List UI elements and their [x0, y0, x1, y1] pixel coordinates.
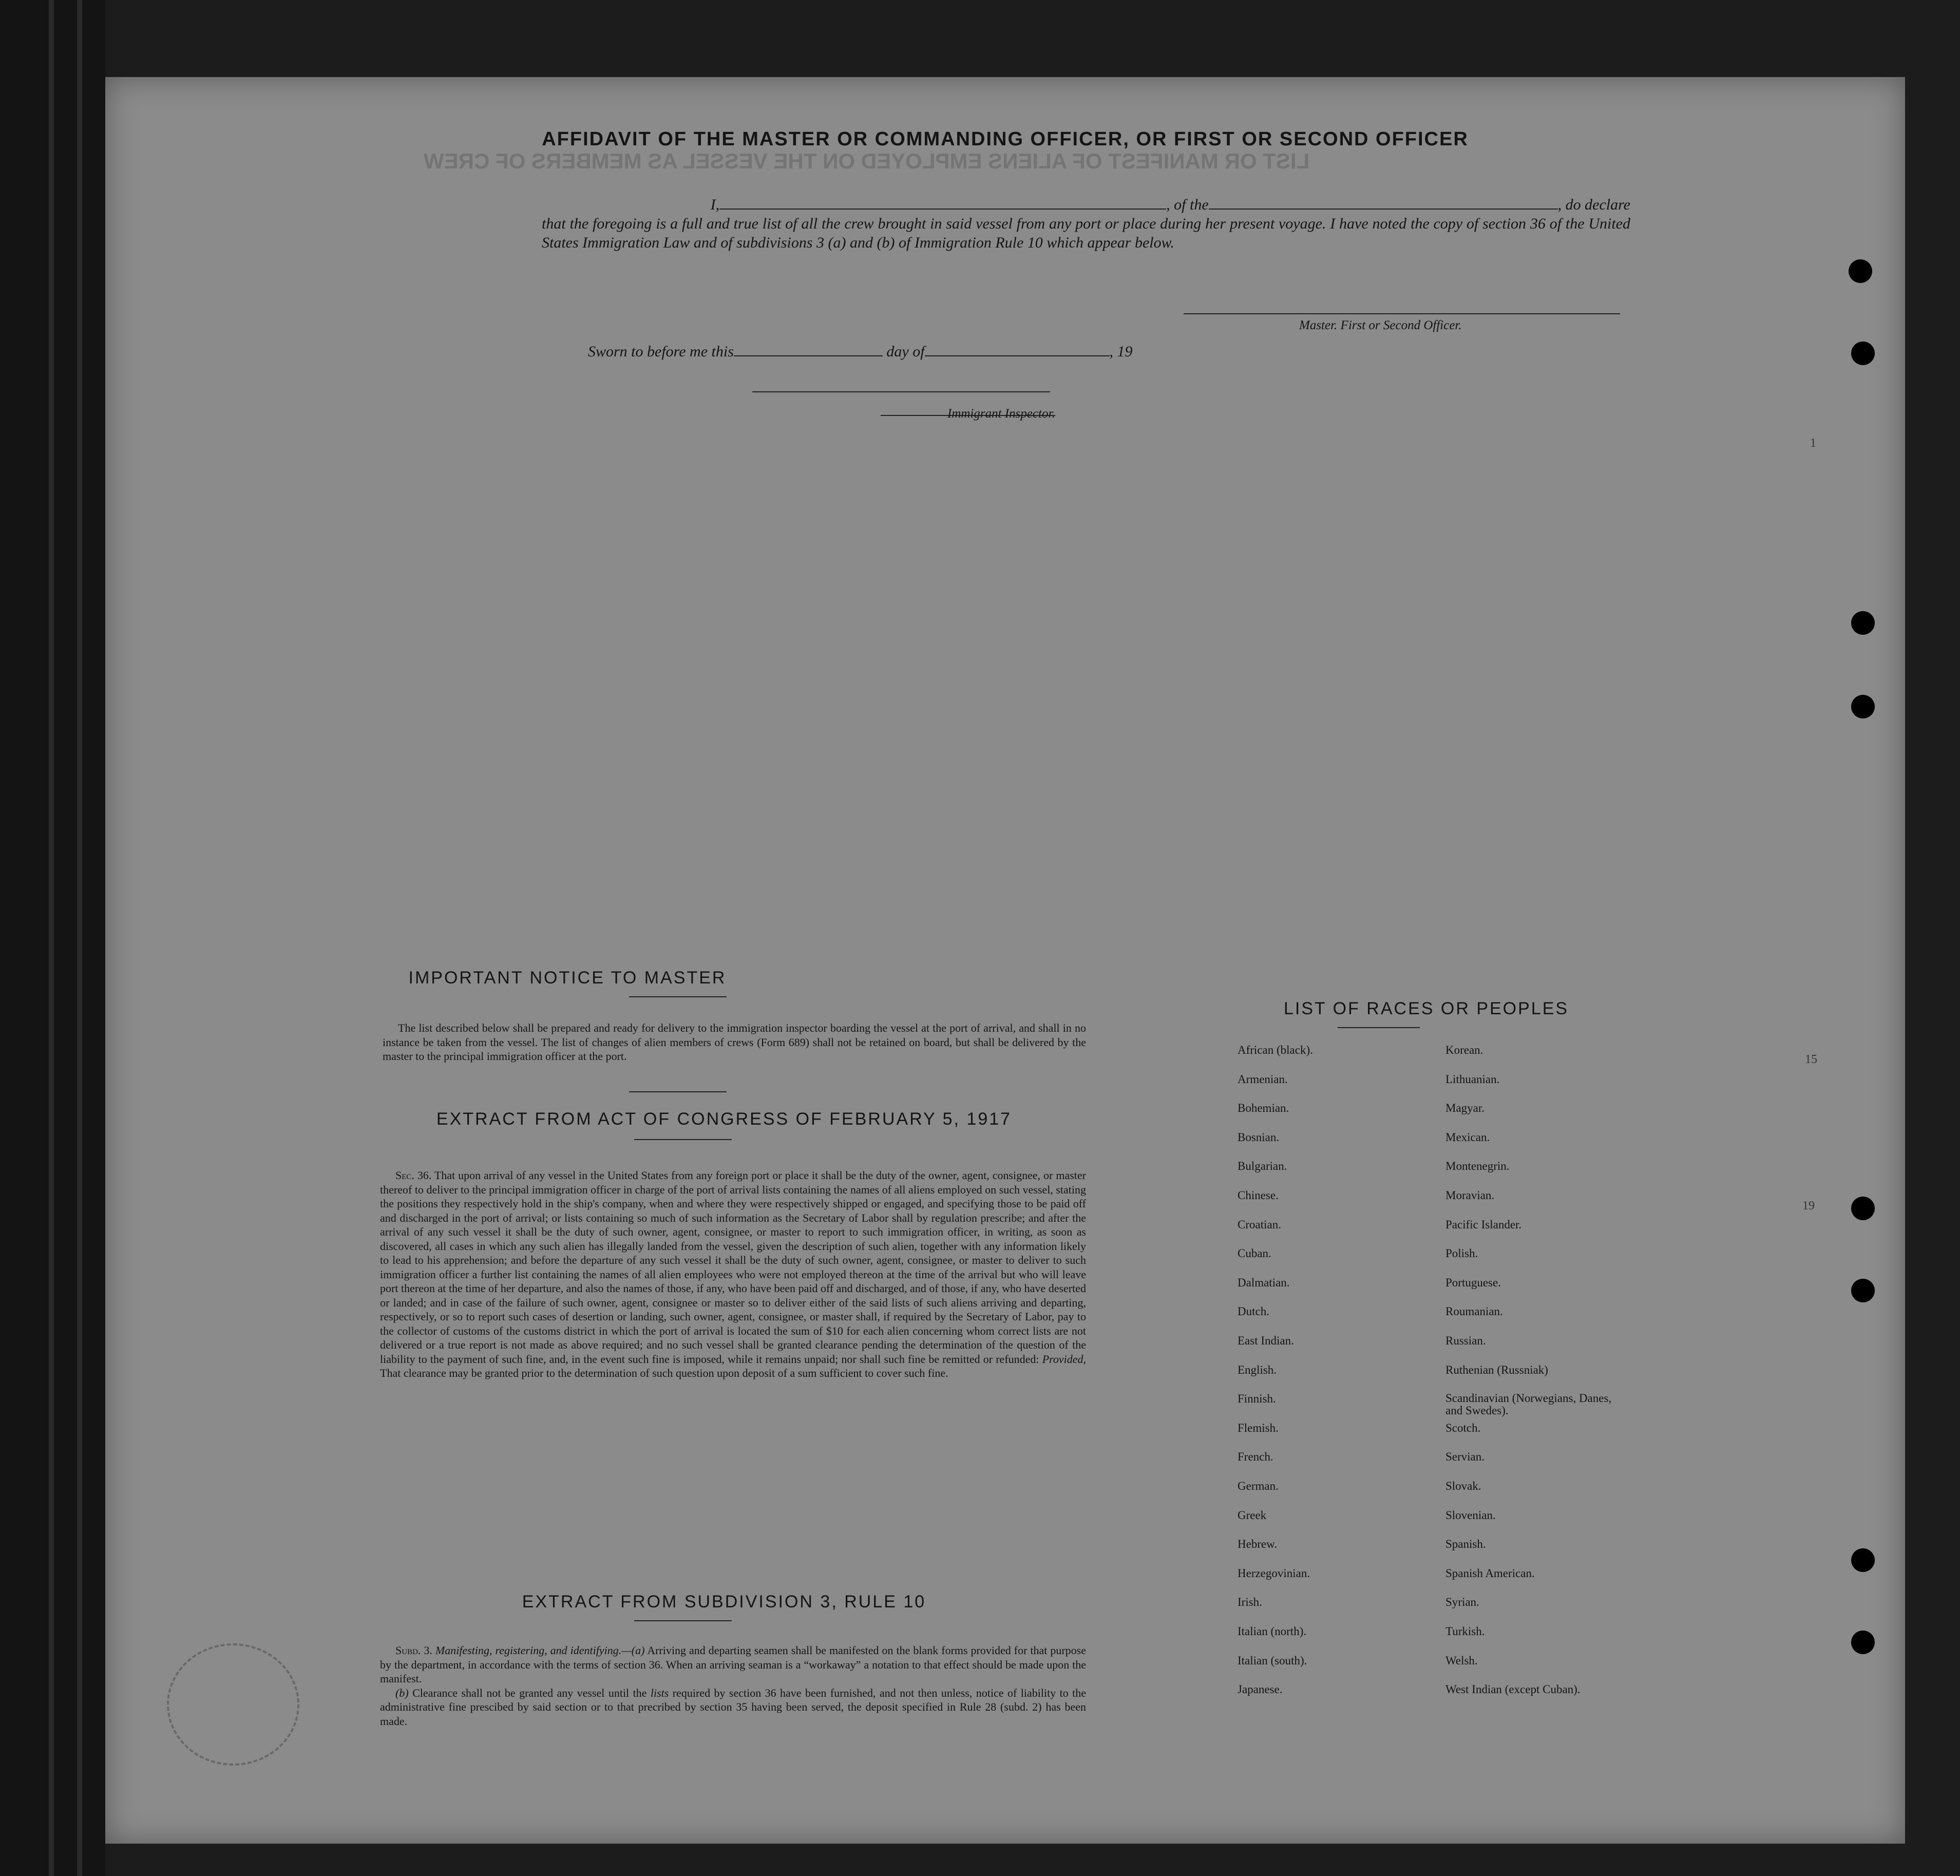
- sworn-year: , 19: [1109, 343, 1133, 360]
- notice-rule-bottom: [629, 1091, 727, 1092]
- race-item: Greek: [1238, 1508, 1267, 1522]
- race-item: West Indian (except Cuban).: [1445, 1683, 1581, 1696]
- race-item: Bosnian.: [1238, 1130, 1280, 1144]
- notice-title: IMPORTANT NOTICE TO MASTER: [408, 968, 727, 988]
- affidavit-line1-end: , do declare: [1557, 196, 1630, 213]
- vessel-blank: [1209, 209, 1558, 210]
- race-item: Italian (south).: [1238, 1654, 1307, 1667]
- section-label: Sec. 36.: [395, 1169, 432, 1182]
- subd-b-label: (b): [395, 1686, 409, 1699]
- manifest-page: [105, 77, 1905, 1844]
- notice-text: The list described below shall be prepared and ready for delivery to the immigration inspector boarding the vessel at the port of arrival, and shall in no instance be taken from the vessel. The list of changes of alien members of crews (Form 689) shall not be retained on board, but shall be delivered by the master to the principal immigration officer at the port.: [383, 1021, 1086, 1063]
- seal-stamp: [167, 1643, 299, 1766]
- extract-act-rule: [634, 1139, 732, 1140]
- race-item: African (black).: [1238, 1044, 1313, 1056]
- subd-b-text-2: required by section 36 have been furnished, and not then unless, notice of liability to the administrative fine prescibed by said section or to that precribed by section 35 having been served, the deposit specified in Rule 28 (subd. 2) has been made.: [380, 1686, 1087, 1728]
- race-item: Armenian.: [1238, 1072, 1288, 1086]
- race-item: Croatian.: [1238, 1218, 1281, 1231]
- notice-rule: [629, 996, 727, 997]
- race-item: Slovak.: [1445, 1480, 1481, 1492]
- race-item: Magyar.: [1445, 1102, 1485, 1115]
- subd-label: Subd. 3.: [395, 1644, 432, 1657]
- race-item: Dutch.: [1238, 1305, 1269, 1318]
- extract-rule-rule: [634, 1620, 732, 1621]
- punch-hole: [1851, 1197, 1875, 1220]
- affidavit-body: [542, 195, 1630, 252]
- race-item: Hebrew.: [1238, 1538, 1278, 1551]
- race-item: Lithuanian.: [1445, 1072, 1500, 1086]
- subd-b-lists: lists: [650, 1686, 669, 1699]
- punch-hole: [1851, 1279, 1875, 1302]
- extract-rule-body: [380, 1643, 1086, 1728]
- extract-act-body: [380, 1168, 1086, 1380]
- sworn-line: [588, 343, 1133, 361]
- subd-heading: Manifesting, registering, and identifying.—(a): [435, 1644, 645, 1657]
- binding-edge: [0, 0, 105, 1876]
- race-item: East Indian.: [1238, 1334, 1294, 1347]
- sworn-day-label: day of: [886, 343, 925, 360]
- affidavit-title: AFFIDAVIT OF THE MASTER OR COMMANDING OFFICER, OR FIRST OR SECOND OFFICER: [542, 128, 1469, 150]
- race-item: Roumanian.: [1445, 1305, 1503, 1318]
- race-item: Turkish.: [1445, 1625, 1485, 1638]
- race-item: Syrian.: [1445, 1596, 1479, 1609]
- race-item: French.: [1238, 1450, 1273, 1464]
- punch-hole: [1851, 1631, 1875, 1654]
- notice-body: [383, 1021, 1086, 1064]
- provided-label: Provided,: [1042, 1352, 1087, 1366]
- subd-b-text-1: Clearance shall not be granted any vessel until the: [412, 1686, 647, 1699]
- race-item: Scotch.: [1445, 1421, 1481, 1434]
- punch-hole: [1851, 611, 1875, 635]
- race-item: Herzegovinian.: [1238, 1566, 1310, 1580]
- punch-hole: [1849, 259, 1872, 283]
- race-item: Bulgarian.: [1238, 1160, 1287, 1173]
- race-item: English.: [1238, 1363, 1277, 1376]
- race-item: Spanish.: [1445, 1538, 1486, 1551]
- extract-act-title: EXTRACT FROM ACT OF CONGRESS OF FEBRUARY 5, 1917: [436, 1109, 1012, 1129]
- race-item: Spanish American.: [1445, 1566, 1535, 1580]
- race-item: Servian.: [1445, 1450, 1485, 1464]
- margin-number: 1: [1810, 437, 1816, 450]
- race-item: German.: [1238, 1480, 1279, 1492]
- race-item: Korean.: [1445, 1044, 1483, 1056]
- race-item: Finnish.: [1238, 1392, 1276, 1406]
- affidavit-line1-start: I,: [710, 196, 720, 213]
- race-item: Mexican.: [1445, 1130, 1490, 1144]
- name-blank: [719, 209, 1166, 210]
- race-item: Slovenian.: [1445, 1508, 1496, 1522]
- race-item: Russian.: [1445, 1334, 1486, 1347]
- race-item: Portuguese.: [1445, 1276, 1501, 1289]
- race-item: Dalmatian.: [1238, 1276, 1290, 1289]
- race-item: Japanese.: [1238, 1683, 1283, 1696]
- race-item: Chinese.: [1238, 1189, 1279, 1202]
- races-rule: [1338, 1027, 1420, 1028]
- punch-hole: [1851, 1548, 1875, 1572]
- race-item: Flemish.: [1238, 1421, 1279, 1434]
- race-item: Moravian.: [1445, 1189, 1495, 1202]
- races-title: LIST OF RACES OR PEOPLES: [1284, 999, 1569, 1018]
- affidavit-declaration: that the foregoing is a full and true list of all the crew brought in said vessel from any port or place during her present voyage. I have noted the copy of section 36 of the United States Immigration Law and of subdivisions 3 (a) and (b) of Immigration Rule 10 which appear below.: [542, 215, 1630, 251]
- signature-line: [1184, 313, 1620, 314]
- race-item: Bohemian.: [1238, 1102, 1289, 1115]
- race-item: Polish.: [1445, 1247, 1478, 1260]
- race-item: Cuban.: [1238, 1247, 1271, 1260]
- section-36-proviso: That clearance may be granted prior to the determination of such question upon deposit of a sum sufficient to cover such fine.: [380, 1367, 948, 1379]
- punch-hole: [1851, 342, 1875, 365]
- inspector-label: Immigrant Inspector.: [947, 407, 1055, 421]
- margin-number: 19: [1802, 1199, 1815, 1212]
- punch-hole: [1851, 695, 1875, 718]
- sworn-day-blank: [734, 355, 883, 356]
- extract-rule-title: EXTRACT FROM SUBDIVISION 3, RULE 10: [522, 1592, 926, 1612]
- sworn-prefix: Sworn to before me this: [588, 343, 734, 360]
- affidavit-line1-mid: , of the: [1166, 196, 1209, 213]
- margin-number: 15: [1805, 1053, 1817, 1066]
- race-item: Scandinavian (Norwegians, Danes, and Swedes).: [1445, 1392, 1612, 1417]
- race-item: Montenegrin.: [1445, 1160, 1510, 1173]
- signature-label: Master. First or Second Officer.: [1299, 318, 1462, 332]
- race-item: Italian (north).: [1238, 1625, 1307, 1638]
- race-item: Welsh.: [1445, 1654, 1478, 1667]
- bleed-through-title: LIST OR MANIFEST OF ALIENS EMPLOYED ON THE VESSEL AS MEMBERS OF CREW: [424, 149, 1310, 173]
- inspector-line-upper: [752, 391, 1050, 392]
- race-item: Pacific Islander.: [1445, 1218, 1522, 1231]
- race-item: Irish.: [1238, 1596, 1262, 1609]
- sworn-month-blank: [925, 355, 1110, 356]
- subd-para-a: Arriving and departing seamen shall be manifested on the blank forms provided for that purpose by the department, in accordance with the terms of section 36. When an arriving seaman is a “workaway” a notation to that effect should be made upon the manifest.: [380, 1644, 1086, 1685]
- section-36-text: That upon arrival of any vessel in the United States from any foreign port or place it shall be the duty of the owner, agent, consignee, or master thereof to deliver to the principal immigration officer in charge of the port of arrival lists containing the names of all aliens employed on such vessel, stating the positions they respectively hold in the ship's company, when and where they were respectively shipped or engaged, and specifying those to be paid off and discharged in the port of arrival; or lists containing so much of such information as the Secretary of Labor shall by regulation prescribe; and after the arrival of any such vessel it shall be the duty of such owner, agent, consignee, or master to report to such immigration officer, in writing, as soon as discovered, all cases in which any such alien has illegally landed from the vessel, given the description of such alien, together with any information likely to lead to his apprehension; and before the departure of any such vessel it shall be the duty of such owner, agent, consignee, or master to deliver to such immigration officer a further list containing the names of all alien employees who were not employed thereon at the time of the arrival but who will leave port thereon at the time of her departure, and also the names of those, if any, who have been paid off and discharged, and of those, if any, who have deserted or landed; and in case of the failure of such owner, agent, consignee or master so to deliver either of the said lists of such aliens arriving and departing, respectively, or so to report such cases of desertion or landing, such owner, agent, consignee, or master shall, if required by the Secretary of Labor, pay to the collector of customs of the customs district in which the port of arrival is located the sum of $10 for each alien concerning whom correct lists are not delivered or a true report is not made as above required; and no such vessel shall be granted clearance pending the determination of the question of the liability to the payment of such fine, and, in the event such fine is imposed, while it remains unpaid; nor shall such fine be remitted or refunded:: [380, 1169, 1086, 1366]
- race-item: Ruthenian (Russniak): [1445, 1363, 1548, 1376]
